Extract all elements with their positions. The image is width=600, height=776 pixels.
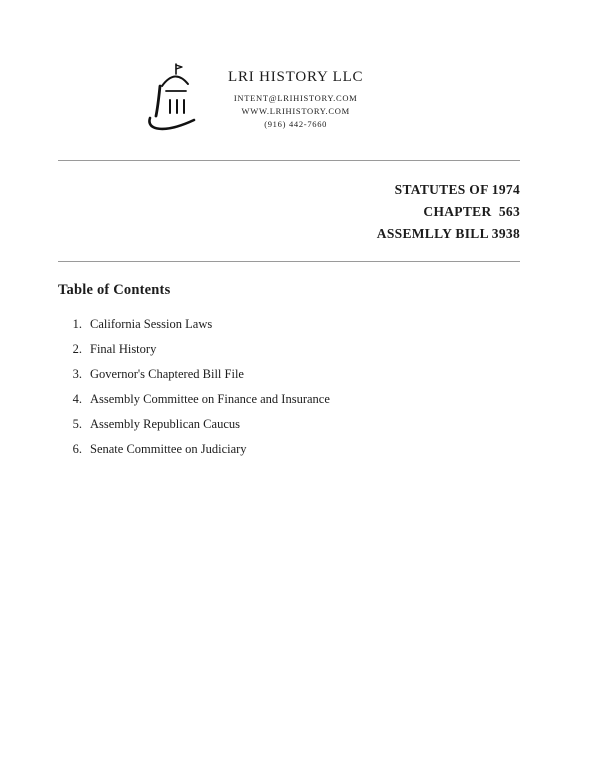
company-phone: (916) 442-7660: [264, 119, 328, 129]
toc-item: [58, 391, 520, 407]
toc-item-number: 3.: [72, 367, 82, 381]
company-email: INTENT@LRIHISTORY.COM: [233, 93, 358, 103]
toc-item: [58, 441, 520, 457]
statutes-line: STATUTES OF 1974: [394, 182, 520, 197]
toc-item-number: 6.: [72, 442, 82, 456]
toc-item: [58, 341, 520, 357]
toc-item-number: 5.: [72, 417, 82, 431]
toc-item: [58, 416, 520, 432]
toc-item-number: 4.: [72, 392, 82, 406]
divider-middle: [58, 261, 520, 262]
toc-item-label: Assembly Republican Caucus: [90, 417, 240, 431]
capitol-sketch-logo: [142, 62, 202, 138]
toc-list: [58, 316, 520, 457]
toc-item-label: Assembly Committee on Finance and Insurance: [90, 392, 330, 406]
divider-top: [58, 160, 520, 161]
letterhead: [142, 62, 520, 138]
letterhead-text: [228, 69, 363, 131]
toc-item-number: 1.: [72, 317, 82, 331]
chapter-line: CHAPTER 563: [423, 204, 520, 219]
document-info: [58, 179, 520, 245]
toc-item-label: Senate Committee on Judiciary: [90, 442, 247, 456]
toc-item-label: Governor's Chaptered Bill File: [90, 367, 244, 381]
bill-line: ASSEMLLY BILL 3938: [376, 226, 520, 241]
toc-item-label: Final History: [90, 342, 157, 356]
company-name: LRI HISTORY LLC: [228, 69, 364, 85]
company-website: WWW.LRIHISTORY.COM: [241, 106, 350, 116]
toc-item: [58, 316, 520, 332]
toc-title: Table of Contents: [58, 282, 171, 298]
toc-item: [58, 366, 520, 382]
toc-item-label: California Session Laws: [90, 317, 213, 331]
toc-item-number: 2.: [72, 342, 82, 356]
